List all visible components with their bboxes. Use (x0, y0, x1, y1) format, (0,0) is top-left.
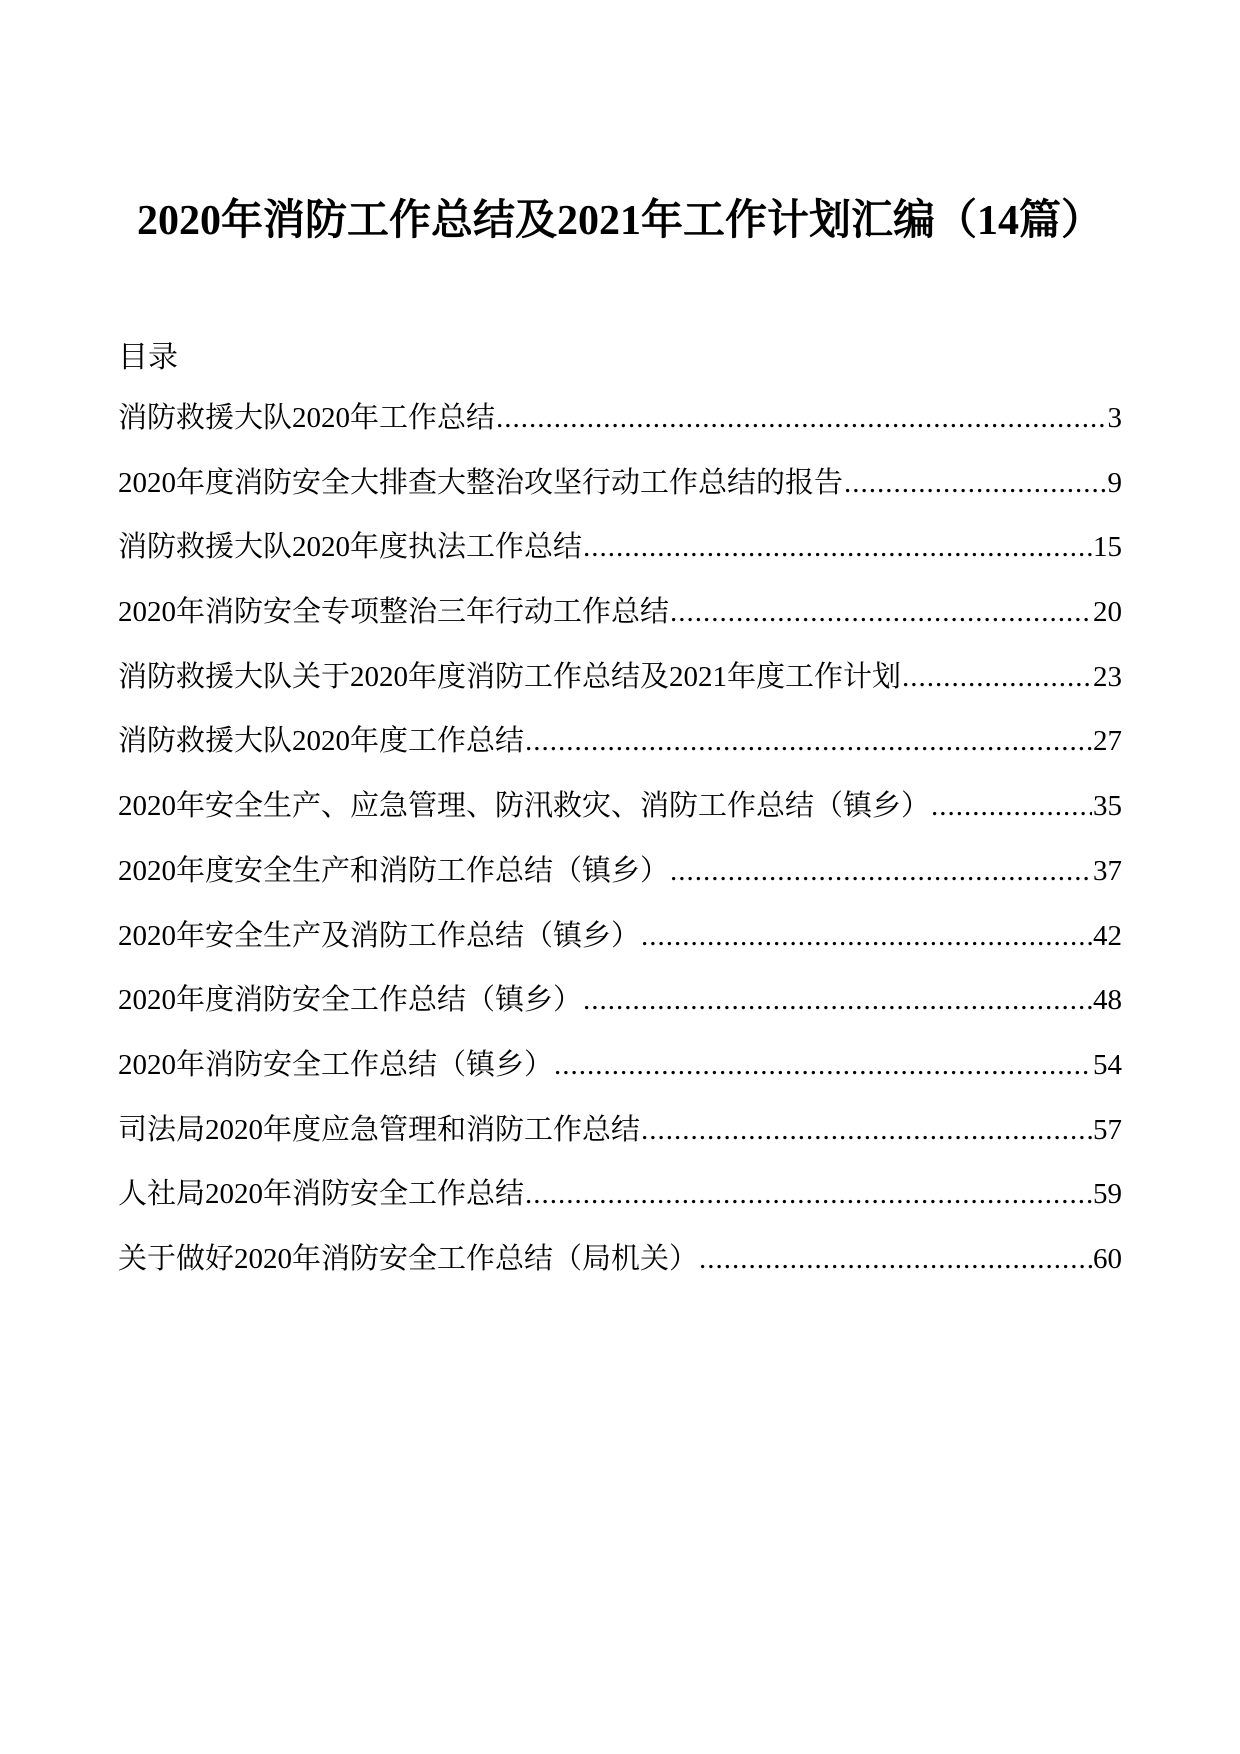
toc-entry-title: 人社局2020年消防安全工作总结 (118, 1178, 525, 1211)
toc-page-number: 60 (1093, 1242, 1122, 1275)
toc-entry-title: 2020年度消防安全大排查大整治攻坚行动工作总结的报告 (118, 466, 844, 499)
toc-dot-leader (670, 851, 1092, 891)
toc-entry[interactable] (118, 916, 1122, 981)
toc-entry[interactable] (118, 657, 1122, 722)
toc-dot-leader (844, 463, 1106, 503)
toc-page-number: 35 (1093, 790, 1122, 823)
toc-page-number: 57 (1093, 1113, 1122, 1146)
toc-entry[interactable] (118, 1239, 1122, 1304)
toc-entry-title: 消防救援大队2020年度工作总结 (118, 725, 525, 758)
toc-dot-leader (496, 398, 1106, 438)
toc-dot-leader (699, 1239, 1092, 1279)
toc-entry-title: 2020年度消防安全工作总结（镇乡） (118, 984, 583, 1017)
toc-page-number: 27 (1093, 725, 1122, 758)
toc-entry-title: 关于做好2020年消防安全工作总结（局机关） (118, 1242, 699, 1275)
toc-entry[interactable] (118, 1174, 1122, 1239)
toc-page-number: 59 (1093, 1178, 1122, 1211)
toc-page-number: 15 (1093, 531, 1122, 564)
toc-dot-leader (525, 1174, 1092, 1214)
toc-entry-title: 司法局2020年度应急管理和消防工作总结 (118, 1113, 641, 1146)
toc-entry[interactable] (118, 1045, 1122, 1110)
toc-dot-leader (554, 1045, 1092, 1085)
toc-dot-leader (670, 592, 1092, 632)
toc-page-number: 3 (1107, 402, 1122, 434)
toc-entry[interactable] (118, 398, 1122, 463)
toc-entry[interactable] (118, 527, 1122, 592)
toc-entry[interactable] (118, 851, 1122, 916)
toc-dot-leader (641, 1110, 1092, 1150)
toc-page-number: 23 (1093, 660, 1122, 693)
table-of-contents (118, 398, 1122, 1304)
toc-entry-title: 2020年度安全生产和消防工作总结（镇乡） (118, 854, 670, 887)
toc-entry-title: 2020年消防安全工作总结（镇乡） (118, 1048, 554, 1081)
toc-entry[interactable] (118, 980, 1122, 1045)
toc-page-number: 54 (1093, 1048, 1122, 1081)
toc-dot-leader (583, 980, 1092, 1020)
toc-page-number: 37 (1093, 854, 1122, 887)
toc-dot-leader (641, 916, 1092, 956)
document-title: 2020年消防工作总结及2021年工作计划汇编（14篇） (136, 198, 1103, 245)
toc-entry-title: 2020年安全生产、应急管理、防汛救灾、消防工作总结（镇乡） (118, 790, 931, 823)
toc-dot-leader (525, 721, 1092, 761)
toc-page-number: 48 (1093, 984, 1122, 1017)
toc-entry[interactable] (118, 1110, 1122, 1175)
toc-dot-leader (583, 527, 1092, 567)
toc-entry-title: 消防救援大队关于2020年度消防工作总结及2021年度工作计划 (118, 660, 902, 693)
toc-entry[interactable] (118, 463, 1122, 528)
toc-entry-title: 2020年安全生产及消防工作总结（镇乡） (118, 919, 641, 952)
toc-page-number: 9 (1107, 466, 1122, 499)
toc-dot-leader (902, 657, 1092, 697)
toc-entry-title: 2020年消防安全专项整治三年行动工作总结 (118, 596, 670, 629)
toc-page-number: 20 (1093, 596, 1122, 629)
toc-entry[interactable] (118, 721, 1122, 786)
toc-heading: 目录 (118, 340, 178, 375)
toc-entry-title: 消防救援大队2020年度执法工作总结 (118, 531, 583, 564)
toc-entry[interactable] (118, 786, 1122, 851)
toc-entry-title: 消防救援大队2020年工作总结 (118, 402, 496, 434)
toc-page-number: 42 (1093, 919, 1122, 952)
toc-dot-leader (931, 786, 1092, 826)
toc-entry[interactable] (118, 592, 1122, 657)
